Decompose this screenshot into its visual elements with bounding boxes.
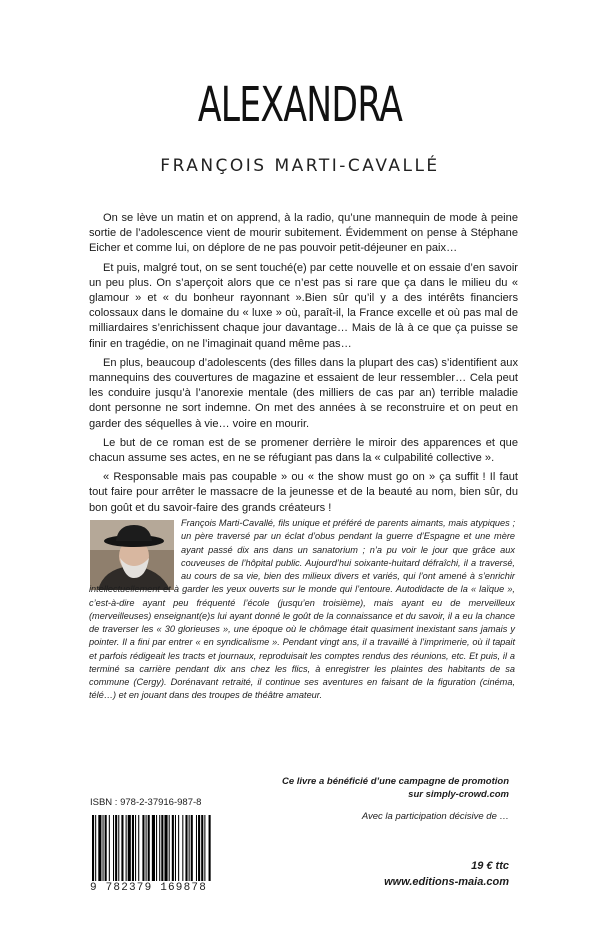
isbn: ISBN : 978-2-37916-987-8 [90,797,202,808]
barcode-number: 9 782379 169878 [90,882,208,894]
author-bio-text: François Marti-Cavallé, fils unique et préféré de parents aimants, mais atypiques ; un père traversé par un éclat d’obus pendant la guerre d’Espagne et une mère ayant passé dix ans dans un sanatorium ; n’a pu voir le jour que grâce aux couveuses de l’hôpital public. Aujourd’hui soixante-huitard défraîchi, il a traversé, au cours de sa vie, bien des milieux divers et variés, qui l’ont amené à s’enrichir intellectuellement et à garder les yeux ouverts sur le monde qui l’entoure. Autodidacte de la « laïque », c’est-à-dire ayant peu fréquenté l’école (jusqu’en troisième), mais ayant eu de merveilleux (merveilleuses) enseignant(e)s lui ayant donné le goût de la connaissance et du savoir, il a eu la chance de traverser les « 30 glorieuses », une époque où le chômage était quasiment inexistant sans jamais y pointer. Il a fini par entrer « en syndicalisme ». Pendant vingt ans, il a travaillé à l’imprimerie, où il tapait et parfois rédigeait les tracts et journaux, reproduisait les comptes rendus des réunions, etc. Et puis, il a terminé sa carrière pendant dix ans chez les flics, à enregistrer les plaintes des habitants de sa commune (Cergy). Dorénavant retraité, il continue ses aventures en faisant de la figuration (cinéma, télé…) et en jouant dans des troupes de théâtre amateur. [89,518,515,701]
price: 19 € ttc [471,860,509,872]
blurb-paragraph: Et puis, malgré tout, on se sent touché(e) par cette nouvelle et on essaie d’en savoir un peu plus. On s’aperçoit alors que ce n’est pas si rare que ça dans le milieu du « glamour » et « du bonheur rayonnant ».Bien sûr qu’il y a des intérêts financiers colossaux dans le domaine du « luxe » où, paraît-il, la France excelle et où pas mal de milliardaires s’enrichissent chaque jour davantage… Mais de là à ce que ça puisse se finir en tragédie, on ne l’imaginait quand même pas… [89,261,518,350]
book-author: FRANÇOIS MARTI-CAVALLÉ [160,156,440,176]
book-title: ALEXANDRA [197,77,403,133]
promotion-line: Ce livre a bénéficié d’une campagne de promotion [282,776,509,787]
participation-note: Avec la participation décisive de … [361,811,509,822]
back-cover-blurb [89,211,518,520]
blurb-paragraph: « Responsable mais pas coupable » ou « the show must go on » ça suffit ! Il faut tout faire pour arrêter le massacre de la jeunesse et de la beauté au nom, bien sûr, du bon goût et du savoir-faire des grands créateurs ! [89,471,518,514]
promotion-site: sur simply-crowd.com [408,789,509,800]
author-bio [89,517,515,703]
publisher-website: www.editions-maia.com [384,876,509,888]
blurb-paragraph: En plus, beaucoup d’adolescents (des filles dans la plupart des cas) s’identifient aux mannequins des couvertures de magazine et essaient de leur ressembler… Cela peut les conduire jusqu’à l’anorexie mentale (des milliers de cas par an) terrible maladie dont personne ne sort indemne. On met des années à se reconstruire et on peut en garder des séquelles à vie… voire en mourir. [89,356,518,430]
barcode-icon [90,815,250,885]
blurb-paragraph: On se lève un matin et on apprend, à la radio, qu’une mannequin de mode à peine sortie de l’adolescence vient de mourir subitement. Évidemment on pense à Stéphane Eicher et comme lui, on déplore de ne pas pouvoir petit-déjeuner en paix… [89,212,518,255]
promotion-note [282,775,509,801]
blurb-paragraph: Le but de ce roman est de se promener derrière le miroir des apparences et que chacun assume ses actes, en ne se réfugiant pas dans la « culpabilité collective ». [89,436,518,465]
